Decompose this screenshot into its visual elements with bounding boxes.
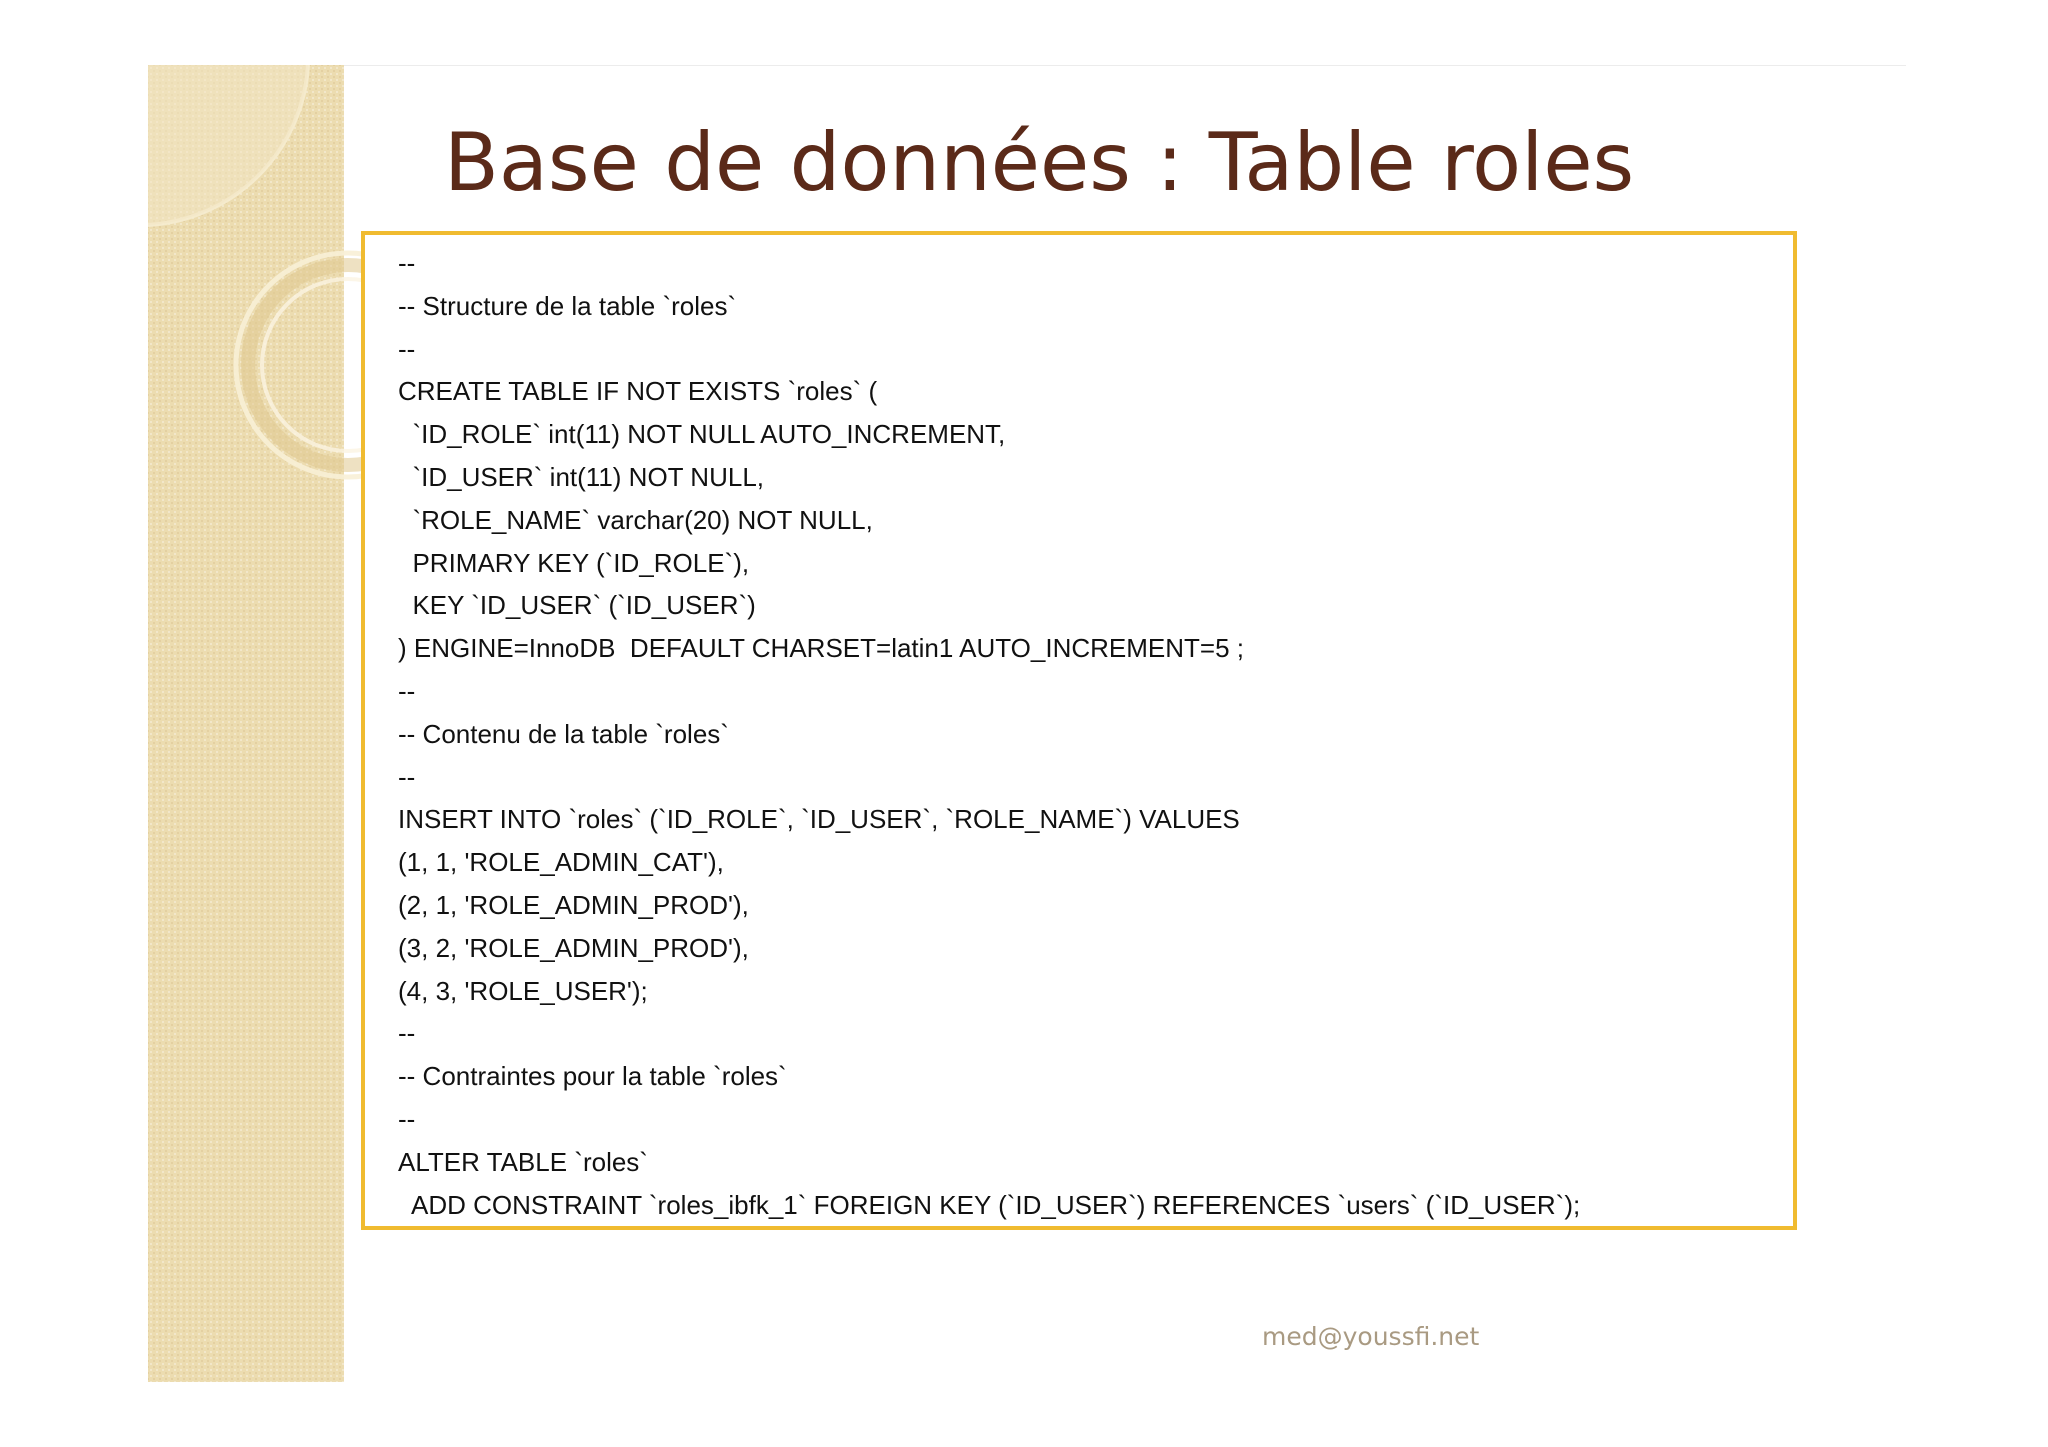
code-line: ADD CONSTRAINT `roles_ibfk_1` FOREIGN KEY (`ID_USER`) REFERENCES `users` (`ID_USER`); [398, 1189, 1581, 1220]
code-line: -- [398, 333, 416, 364]
code-line: `ID_USER` int(11) NOT NULL, [398, 461, 765, 492]
code-line: -- [398, 248, 416, 278]
page-title: Base de données : Table roles [444, 116, 1635, 209]
code-line: -- [398, 761, 416, 792]
code-line: INSERT INTO `roles` (`ID_ROLE`, `ID_USER`, `ROLE_NAME`) VALUES [398, 804, 1240, 835]
code-line: (3, 2, 'ROLE_ADMIN_PROD'), [398, 932, 749, 963]
code-line: ALTER TABLE `roles` [398, 1146, 648, 1177]
code-line: -- Structure de la table `roles` [398, 290, 737, 321]
decorative-side-band [148, 65, 344, 1382]
code-line: (2, 1, 'ROLE_ADMIN_PROD'), [398, 889, 749, 920]
code-line: -- [398, 1103, 416, 1134]
code-line: CREATE TABLE IF NOT EXISTS `roles` ( [398, 376, 878, 407]
code-line: (1, 1, 'ROLE_ADMIN_CAT'), [398, 847, 724, 878]
code-line: -- Contraintes pour la table `roles` [398, 1061, 787, 1092]
footer-email: med@youssfi.net [1262, 1322, 1480, 1351]
code-line: (4, 3, 'ROLE_USER'); [398, 975, 648, 1006]
code-line: KEY `ID_USER` (`ID_USER`) [398, 590, 756, 621]
code-line: -- Contenu de la table `roles` [398, 718, 729, 749]
code-line: `ROLE_NAME` varchar(20) NOT NULL, [398, 504, 873, 535]
code-line: -- [398, 1018, 416, 1049]
sql-code-block [361, 231, 1797, 1230]
code-line: -- [398, 675, 416, 706]
code-line: PRIMARY KEY (`ID_ROLE`), [398, 547, 750, 578]
code-line: ) ENGINE=InnoDB DEFAULT CHARSET=latin1 AUTO_INCREMENT=5 ; [398, 633, 1244, 664]
code-line: `ID_ROLE` int(11) NOT NULL AUTO_INCREMENT, [398, 419, 1006, 450]
